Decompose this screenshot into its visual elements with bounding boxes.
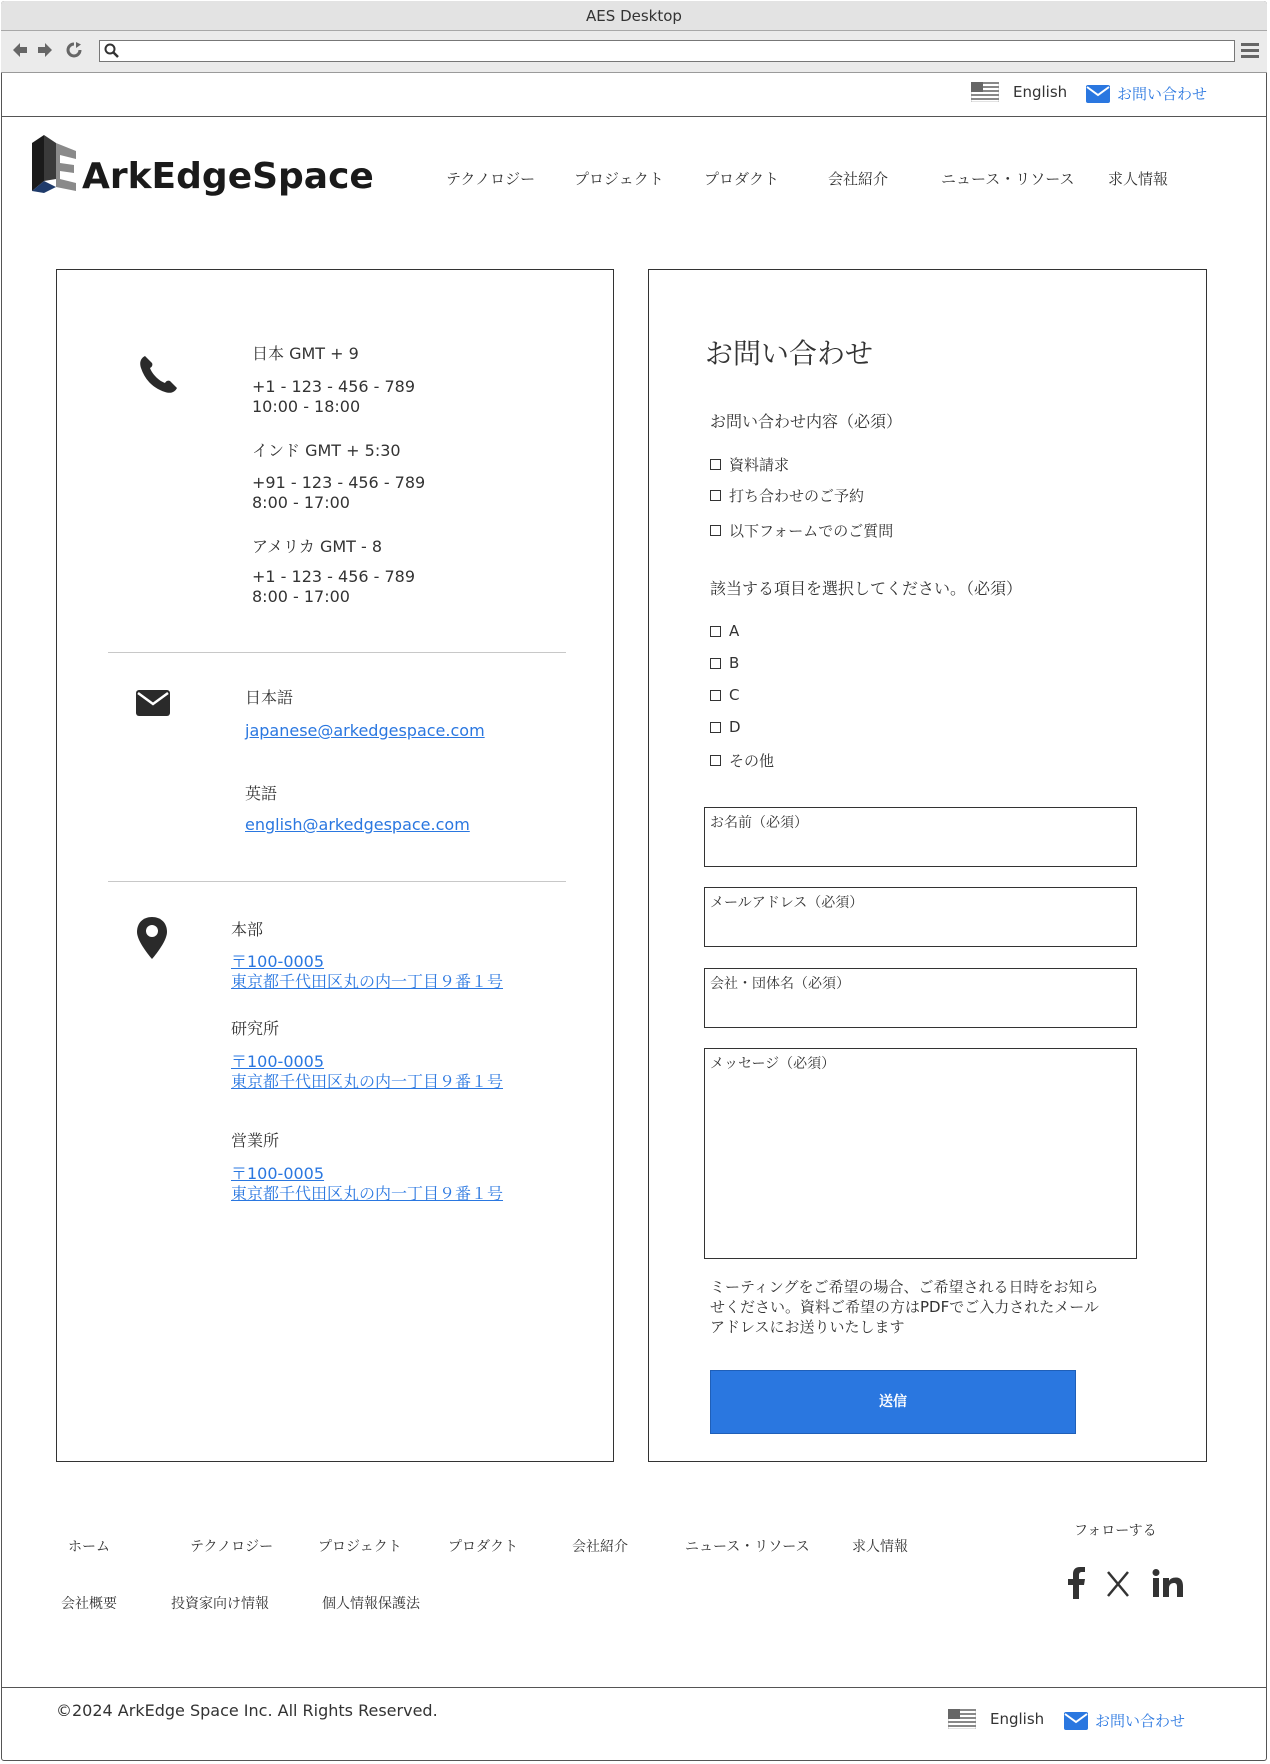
copyright: ©2024 ArkEdge Space Inc. All Rights Reserved.: [56, 1701, 438, 1720]
facebook-icon[interactable]: [1066, 1567, 1086, 1603]
phone-number: +1 - 123 - 456 - 789: [252, 567, 416, 586]
checkbox[interactable]: [710, 459, 721, 470]
phone-hours: 8:00 - 17:00: [252, 587, 350, 606]
checkbox[interactable]: [710, 525, 721, 536]
email-link[interactable]: english@arkedgespace.com: [245, 815, 470, 834]
checkbox[interactable]: [710, 690, 721, 701]
inquiry-label: お問い合わせ内容（必須）: [710, 412, 903, 431]
message-field-label: メッセージ（必須）: [710, 1056, 836, 1072]
us-flag-icon: [948, 1709, 976, 1729]
footer-nav-technology[interactable]: テクノロジー: [190, 1539, 274, 1555]
location-pin-icon: [137, 917, 167, 963]
footer-link-privacy[interactable]: 個人情報保護法: [322, 1596, 420, 1612]
form-note: アドレスにお送りいたします: [710, 1318, 905, 1336]
address-bar[interactable]: [99, 40, 1235, 62]
phone-number: +91 - 123 - 456 - 789: [252, 473, 426, 492]
window-title: AES Desktop: [1, 1, 1267, 31]
company-field-label: 会社・団体名（必須）: [710, 976, 850, 992]
language-selector[interactable]: English: [1013, 83, 1068, 101]
search-icon: [104, 43, 120, 63]
back-icon[interactable]: [11, 41, 29, 62]
checkbox[interactable]: [710, 490, 721, 501]
select-label: 該当する項目を選択してください。（必須）: [710, 579, 1023, 598]
linkedin-icon[interactable]: [1152, 1569, 1184, 1601]
nav-projects[interactable]: プロジェクト: [574, 170, 664, 188]
select-option[interactable]: D: [710, 718, 741, 736]
us-flag-icon: [971, 82, 999, 102]
email-link[interactable]: japanese@arkedgespace.com: [245, 721, 485, 740]
select-option[interactable]: C: [710, 686, 739, 704]
address-street-link[interactable]: 東京都千代田区丸の内一丁目９番１号: [231, 1184, 504, 1203]
company-field[interactable]: [704, 968, 1137, 1028]
divider: [108, 881, 566, 882]
form-title: お問い合わせ: [705, 337, 874, 370]
envelope-icon: [136, 690, 170, 720]
address-street-link[interactable]: 東京都千代田区丸の内一丁目９番１号: [231, 1072, 504, 1091]
footer-nav-home[interactable]: ホーム: [68, 1539, 110, 1555]
logo-text[interactable]: ArkEdgeSpace: [82, 156, 374, 197]
email-field[interactable]: [704, 887, 1137, 947]
menu-icon[interactable]: [1241, 43, 1259, 59]
email-label: 英語: [245, 784, 278, 803]
divider: [1, 1687, 1267, 1688]
reload-icon[interactable]: [65, 41, 83, 62]
nav-products[interactable]: プロダクト: [704, 170, 780, 188]
phone-number: +1 - 123 - 456 - 789: [252, 377, 416, 396]
checkbox[interactable]: [710, 722, 721, 733]
submit-button[interactable]: 送信: [710, 1370, 1076, 1434]
nav-careers[interactable]: 求人情報: [1108, 170, 1169, 188]
contact-link[interactable]: お問い合わせ: [1117, 85, 1208, 103]
footer-nav-news[interactable]: ニュース・リソース: [685, 1539, 810, 1555]
email-field-label: メールアドレス（必須）: [710, 895, 864, 911]
forward-icon[interactable]: [36, 41, 54, 62]
x-icon[interactable]: [1106, 1570, 1130, 1602]
form-note: せください。資料ご希望の方はPDFでご入力されたメール: [710, 1298, 1099, 1316]
checkbox[interactable]: [710, 626, 721, 637]
inquiry-option[interactable]: 以下フォームでのご質問: [710, 520, 893, 541]
select-option[interactable]: その他: [710, 750, 774, 771]
address-label: 本部: [231, 920, 264, 939]
footer-nav-projects[interactable]: プロジェクト: [318, 1539, 402, 1555]
nav-news[interactable]: ニュース・リソース: [941, 170, 1075, 188]
phone-region-name: 日本 GMT + 9: [252, 344, 359, 363]
nav-company[interactable]: 会社紹介: [828, 170, 889, 188]
logo-mark-icon[interactable]: [30, 133, 78, 197]
phone-hours: 8:00 - 17:00: [252, 493, 350, 512]
footer-nav-company[interactable]: 会社紹介: [572, 1539, 628, 1555]
address-street-link[interactable]: 東京都千代田区丸の内一丁目９番１号: [231, 972, 504, 991]
form-note: ミーティングをご希望の場合、ご希望される日時をお知ら: [710, 1278, 1099, 1296]
mail-icon: [1064, 1712, 1088, 1730]
footer-nav-careers[interactable]: 求人情報: [852, 1539, 908, 1555]
select-option[interactable]: B: [710, 654, 739, 672]
address-label: 営業所: [231, 1131, 280, 1150]
inquiry-option[interactable]: 資料請求: [710, 454, 789, 475]
divider: [1, 116, 1267, 117]
checkbox[interactable]: [710, 658, 721, 669]
footer-language-selector[interactable]: English: [990, 1710, 1045, 1728]
select-option[interactable]: A: [710, 622, 739, 640]
message-field[interactable]: [704, 1048, 1137, 1259]
mail-icon: [1086, 85, 1110, 103]
email-label: 日本語: [245, 688, 294, 707]
footer-link-investors[interactable]: 投資家向け情報: [171, 1596, 269, 1612]
nav-technology[interactable]: テクノロジー: [446, 170, 536, 188]
footer-nav-products[interactable]: プロダクト: [448, 1539, 518, 1555]
follow-label: フォローする: [1074, 1523, 1157, 1539]
checkbox[interactable]: [710, 755, 721, 766]
phone-region-name: インド GMT + 5:30: [252, 441, 401, 460]
name-field[interactable]: [704, 807, 1137, 867]
name-field-label: お名前（必須）: [710, 815, 808, 831]
phone-region-name: アメリカ GMT - 8: [252, 537, 383, 556]
inquiry-option[interactable]: 打ち合わせのご予約: [710, 485, 864, 506]
address-postal-link[interactable]: 〒100-0005: [231, 1052, 325, 1071]
address-postal-link[interactable]: 〒100-0005: [231, 1164, 325, 1183]
divider: [108, 652, 566, 653]
footer-link-about[interactable]: 会社概要: [61, 1596, 117, 1612]
footer-contact-link[interactable]: お問い合わせ: [1095, 1712, 1186, 1730]
browser-toolbar: [1, 31, 1267, 73]
address-label: 研究所: [231, 1019, 280, 1038]
phone-icon: [137, 354, 179, 400]
address-postal-link[interactable]: 〒100-0005: [231, 952, 325, 971]
phone-hours: 10:00 - 18:00: [252, 397, 361, 416]
